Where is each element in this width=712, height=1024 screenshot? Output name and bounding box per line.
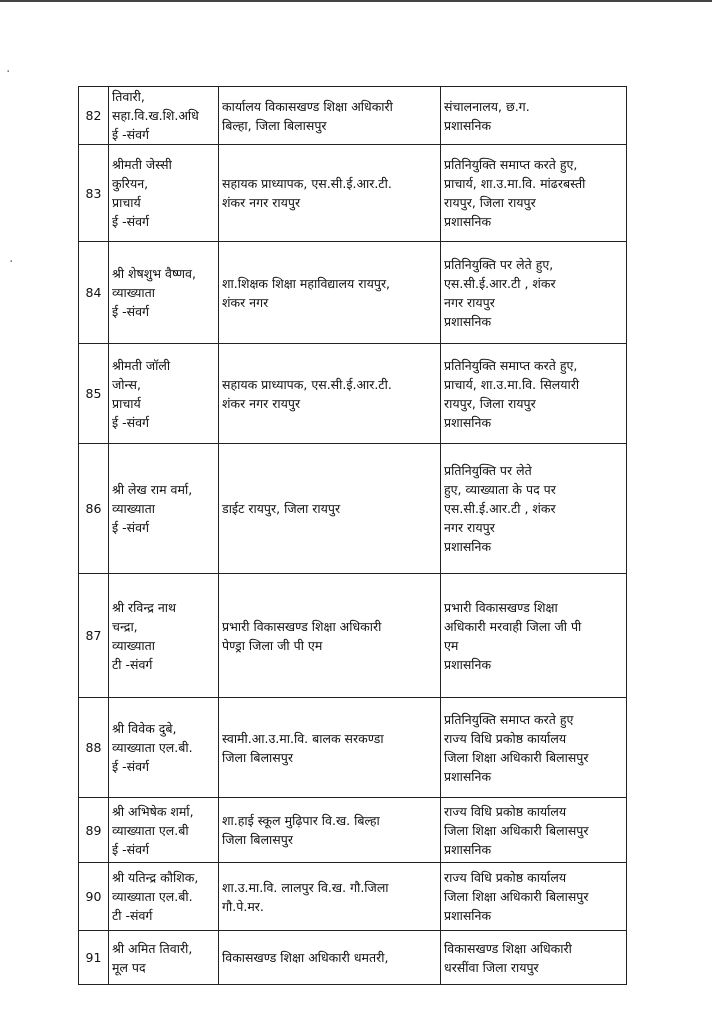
cell-line: गौ.पे.मर. (222, 898, 264, 914)
serial-number: 89 (79, 798, 109, 863)
cell-line: नगर रायपुर (444, 294, 495, 310)
cell-line: जिला शिक्षा अधिकारी बिलासपुर (444, 889, 589, 904)
margin-mark: · (9, 254, 14, 270)
cell-line: विकासखण्ड शिक्षा अधिकारी (444, 940, 572, 956)
cell-line: एम (444, 637, 459, 653)
cell-line: प्रतिनियुक्ति समाप्त करते हुए, (444, 157, 578, 172)
table-row (79, 344, 627, 444)
cell-line: प्रशासनिक (444, 656, 492, 672)
cell-line: टी -संवर्ग (112, 908, 153, 923)
cell-line: प्राचार्य, शा.उ.मा.वि. मांढरबस्ती (444, 176, 586, 191)
current-posting-cell (219, 574, 441, 698)
employee-name-cell (109, 444, 219, 574)
new-posting-cell (441, 344, 627, 444)
table-row (79, 145, 627, 242)
cell-line: श्रीमती जेस्सी (112, 157, 172, 172)
cell-line: संचालनालय, छ.ग. (444, 98, 530, 114)
current-posting-cell (219, 444, 441, 574)
cell-line: शंकर नगर रायपुर (222, 195, 301, 210)
cell-line: प्रशासनिक (444, 768, 492, 784)
transfer-table-body (79, 87, 627, 985)
table-row (79, 87, 627, 145)
cell-line: प्रशासनिक (444, 117, 492, 133)
cell-line: श्री अभिषेक शर्मा, (112, 803, 194, 819)
cell-line: एस.सी.ई.आर.टी , शंकर (444, 275, 556, 291)
serial-number: 83 (79, 145, 109, 242)
current-posting-cell (219, 242, 441, 344)
current-posting-cell (219, 931, 441, 985)
employee-name-cell (109, 931, 219, 985)
cell-line: सहायक प्राध्यापक, एस.सी.ई.आर.टी. (222, 176, 392, 191)
new-posting-cell (441, 931, 627, 985)
serial-number: 90 (79, 863, 109, 931)
serial-number: 88 (79, 698, 109, 798)
new-posting-cell (441, 698, 627, 798)
cell-line: प्रशासनिक (444, 313, 492, 329)
cell-line: डाईट रायपुर, जिला रायपुर (222, 501, 341, 516)
cell-line: श्री रविन्द्र नाथ (112, 599, 176, 615)
cell-line: शा.हाई स्कूल मुढ़िपार वि.ख. बिल्हा (222, 813, 380, 828)
cell-line: श्री अमित तिवारी, (112, 940, 193, 956)
cell-line: एस.सी.ई.आर.टी , शंकर (444, 501, 556, 516)
cell-line: विकासखण्ड शिक्षा अधिकारी धमतरी, (222, 950, 389, 965)
serial-number: 84 (79, 242, 109, 344)
cell-line: प्रतिनियुक्ति पर लेते हुए, (444, 256, 554, 272)
cell-line: श्रीमती जॉली (112, 357, 171, 373)
cell-line: तिवारी, (112, 89, 145, 104)
cell-line: जिला बिलासपुर (222, 832, 293, 847)
cell-line: व्याख्याता एल.बी. (112, 740, 193, 755)
table-row (79, 798, 627, 863)
cell-line: प्रभारी विकासखण्ड शिक्षा (444, 599, 558, 615)
serial-number: 86 (79, 444, 109, 574)
new-posting-cell (441, 574, 627, 698)
cell-line: रायपुर, जिला रायपुर (444, 395, 536, 411)
cell-line: जिला बिलासपुर (222, 749, 293, 765)
cell-line: श्री विवेक दुबे, (112, 721, 177, 736)
employee-name-cell (109, 242, 219, 344)
cell-line: प्रतिनियुक्ति पर लेते (444, 463, 532, 478)
cell-line: प्रशासनिक (444, 908, 492, 923)
employee-name-cell (109, 574, 219, 698)
cell-line: टी -संवर्ग (112, 656, 153, 672)
cell-line: प्रतिनियुक्ति समाप्त करते हुए, (444, 357, 578, 373)
cell-line: स्वामी.आ.उ.मा.वि. बालक सरकण्डा (222, 730, 384, 746)
employee-name-cell (109, 798, 219, 863)
serial-number: 85 (79, 344, 109, 444)
cell-line: पेण्ड्रा जिला जी पी एम (222, 637, 323, 653)
serial-number: 87 (79, 574, 109, 698)
table-row (79, 242, 627, 344)
cell-line: श्री यतिन्द्र कौशिक, (112, 870, 199, 885)
table-row (79, 863, 627, 931)
cell-line: प्रशासनिक (444, 414, 492, 430)
employee-name-cell (109, 344, 219, 444)
cell-line: सहा.वि.ख.शि.अधि (112, 108, 199, 123)
cell-line: प्रतिनियुक्ति समाप्त करते हुए (444, 711, 574, 727)
cell-line: रायपुर, जिला रायपुर (444, 195, 536, 210)
table-row (79, 574, 627, 698)
transfer-table (78, 86, 627, 985)
new-posting-cell (441, 444, 627, 574)
serial-number: 91 (79, 931, 109, 985)
current-posting-cell (219, 798, 441, 863)
cell-line: हुए, व्याख्याता के पद पर (444, 482, 556, 497)
table-row (79, 698, 627, 798)
cell-line: चन्द्रा, (112, 618, 138, 634)
serial-number: 82 (79, 87, 109, 145)
employee-name-cell (109, 863, 219, 931)
cell-line: प्रशासनिक (444, 539, 492, 554)
cell-line: व्याख्याता (112, 285, 155, 300)
employee-name-cell (109, 145, 219, 242)
cell-line: कार्यालय विकासखण्ड शिक्षा अधिकारी (222, 98, 393, 114)
new-posting-cell (441, 798, 627, 863)
cell-line: ई -संवर्ग (112, 214, 150, 229)
cell-line: व्याख्याता एल.बी (112, 822, 189, 838)
cell-line: प्रभारी विकासखण्ड शिक्षा अधिकारी (222, 618, 382, 634)
cell-line: प्राचार्य (112, 195, 141, 210)
employee-name-cell (109, 698, 219, 798)
cell-line: व्याख्याता (112, 501, 155, 516)
new-posting-cell (441, 145, 627, 242)
cell-line: जोन्स, (112, 376, 141, 392)
cell-line: जिला शिक्षा अधिकारी बिलासपुर (444, 822, 589, 838)
cell-line: ई -संवर्ग (112, 759, 150, 774)
cell-line: प्राचार्य (112, 395, 141, 411)
cell-line: जिला शिक्षा अधिकारी बिलासपुर (444, 749, 589, 765)
cell-line: श्री शेषशुभ वैष्णव, (112, 266, 196, 281)
margin-mark: · (6, 64, 11, 80)
cell-line: ई -संवर्ग (112, 841, 150, 857)
current-posting-cell (219, 698, 441, 798)
cell-line: ई -संवर्ग (112, 520, 150, 535)
cell-line: व्याख्याता (112, 637, 155, 653)
cell-line: शंकर नगर रायपुर (222, 395, 301, 411)
cell-line: कुरियन, (112, 176, 149, 191)
new-posting-cell (441, 87, 627, 145)
current-posting-cell (219, 145, 441, 242)
cell-line: प्रशासनिक (444, 841, 492, 857)
new-posting-cell (441, 863, 627, 931)
cell-line: ई -संवर्ग (112, 127, 150, 142)
cell-line: नगर रायपुर (444, 520, 495, 535)
table-row (79, 931, 627, 985)
current-posting-cell (219, 863, 441, 931)
cell-line: राज्य विधि प्रकोष्ठ कार्यालय (444, 870, 567, 885)
table-row (79, 444, 627, 574)
cell-line: शा.उ.मा.वि. लालपुर वि.ख. गौ.जिला (222, 879, 389, 895)
cell-line: प्राचार्य, शा.उ.मा.वि. सिलयारी (444, 376, 580, 392)
cell-line: प्रशासनिक (444, 214, 492, 229)
cell-line: ई -संवर्ग (112, 304, 150, 319)
cell-line: धरसींवा जिला रायपुर (444, 959, 539, 975)
cell-line: श्री लेख राम वर्मा, (112, 482, 193, 497)
cell-line: सहायक प्राध्यापक, एस.सी.ई.आर.टी. (222, 376, 392, 392)
cell-line: मूल पद (112, 959, 146, 975)
top-border-line (0, 0, 712, 2)
cell-line: शा.शिक्षक शिक्षा महाविद्यालय रायपुर, (222, 275, 391, 291)
current-posting-cell (219, 344, 441, 444)
cell-line: अधिकारी मरवाही जिला जी पी (444, 618, 582, 634)
cell-line: राज्य विधि प्रकोष्ठ कार्यालय (444, 803, 567, 819)
cell-line: ई -संवर्ग (112, 414, 150, 430)
cell-line: व्याख्याता एल.बी. (112, 889, 193, 904)
new-posting-cell (441, 242, 627, 344)
cell-line: शंकर नगर (222, 294, 269, 310)
current-posting-cell (219, 87, 441, 145)
cell-line: राज्य विधि प्रकोष्ठ कार्यालय (444, 730, 567, 746)
employee-name-cell (109, 87, 219, 145)
cell-line: बिल्हा, जिला बिलासपुर (222, 117, 327, 133)
